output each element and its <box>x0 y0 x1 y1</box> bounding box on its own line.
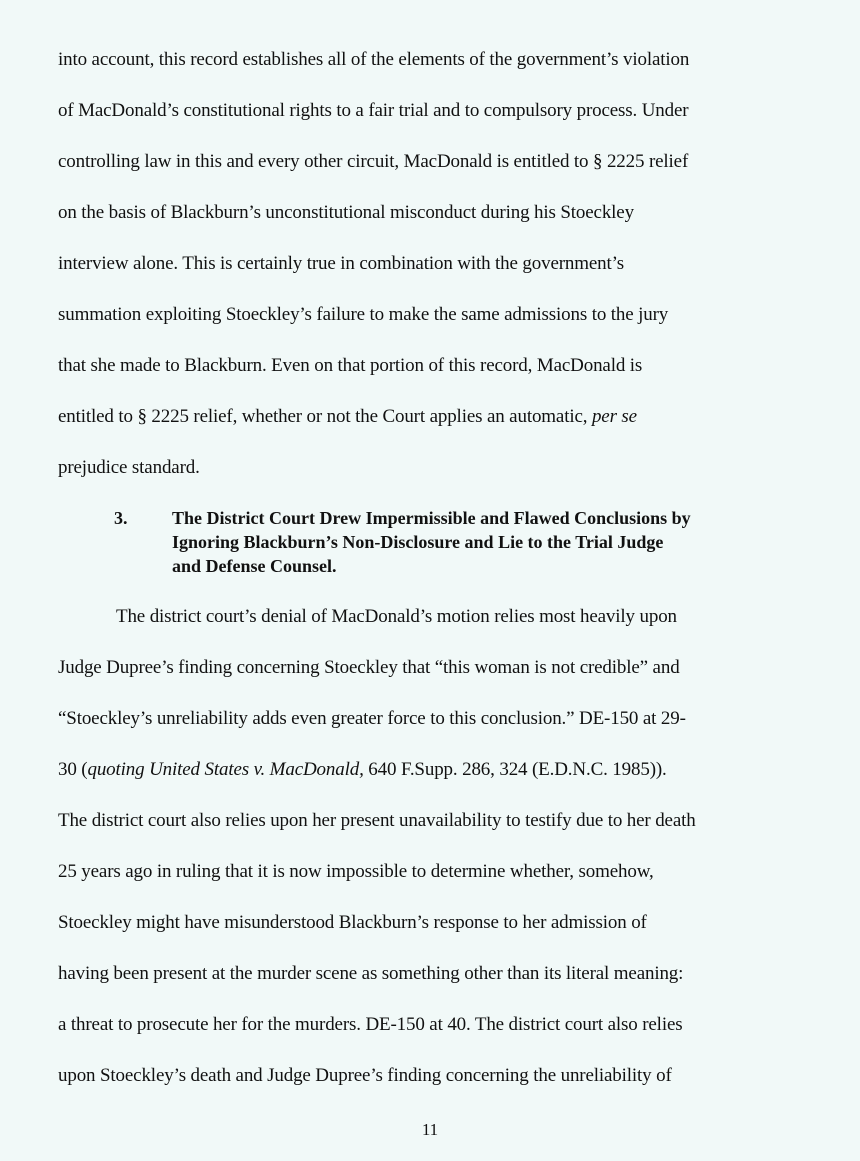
text-line: summation exploiting Stoeckley’s failure to make the same admissions to the jury <box>58 304 669 325</box>
text-line <box>58 747 830 798</box>
text-line: into account, this record establishes all of the elements of the government’s violation <box>58 49 690 70</box>
text-line-regular: 640 F.Supp. 286, 324 (E.D.N.C. 1985)). <box>363 759 667 780</box>
text-line: Judge Dupree’s finding concerning Stoeckley that “this woman is not credible” and <box>58 657 680 678</box>
text-line: controlling law in this and every other circuit, MacDonald is entitled to § 2225 relief <box>58 151 689 172</box>
text-line: The district court’s denial of MacDonald’s motion relies most heavily upon <box>116 606 677 627</box>
section-title <box>172 506 832 578</box>
text-line: prejudice standard. <box>58 457 200 478</box>
section-title-line: The District Court Drew Impermissible and Flawed Conclusions by <box>172 508 691 528</box>
page-number: 11 <box>421 1120 439 1139</box>
text-line: that she made to Blackburn. Even on that portion of this record, MacDonald is <box>58 355 643 376</box>
citation-italic: quoting United States v. MacDonald, <box>87 759 364 780</box>
document-body-bottom <box>58 594 830 1104</box>
text-line: on the basis of Blackburn’s unconstitutional misconduct during his Stoeckley <box>58 202 634 223</box>
text-line: “Stoeckley’s unreliability adds even greater force to this conclusion.” DE-150 at 29- <box>58 708 686 729</box>
text-line <box>58 394 830 445</box>
text-line: of MacDonald’s constitutional rights to a fair trial and to compulsory process. Under <box>58 100 689 121</box>
text-line: having been present at the murder scene as something other than its literal meaning: <box>58 963 684 984</box>
document-body-top <box>58 37 830 496</box>
text-line: a threat to prosecute her for the murders. DE-150 at 40. The district court also relies <box>58 1014 683 1035</box>
section-number: 3. <box>114 508 128 528</box>
text-line: The district court also relies upon her present unavailability to testify due to her death <box>58 810 696 831</box>
text-line: upon Stoeckley’s death and Judge Dupree’s finding concerning the unreliability of <box>58 1065 672 1086</box>
text-line: 25 years ago in ruling that it is now impossible to determine whether, somehow, <box>58 861 654 882</box>
section-title-line: Ignoring Blackburn’s Non-Disclosure and Lie to the Trial Judge <box>172 532 664 552</box>
section-title-line: and Defense Counsel. <box>172 556 337 576</box>
text-line: interview alone. This is certainly true in combination with the government’s <box>58 253 625 274</box>
text-line: Stoeckley might have misunderstood Blackburn’s response to her admission of <box>58 912 647 933</box>
text-line-italic: per se <box>591 406 637 427</box>
text-line-regular: entitled to § 2225 relief, whether or not the Court applies an automatic, <box>58 406 592 427</box>
text-line-regular: 30 ( <box>58 759 88 780</box>
